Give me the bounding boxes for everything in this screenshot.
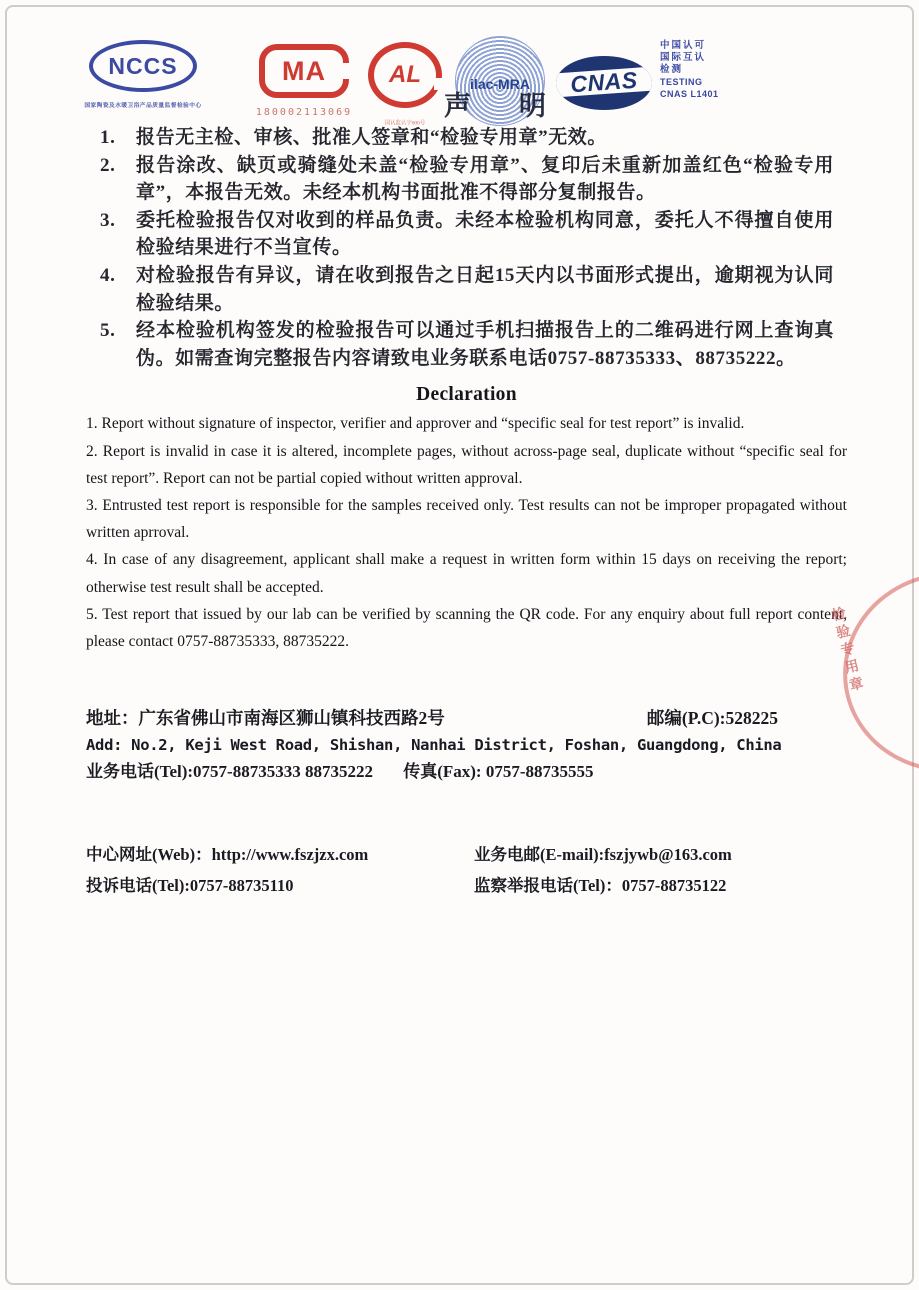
nccs-logo [68, 40, 218, 109]
ilac-mra-text: ilac-MRA [470, 75, 530, 92]
business-tel: 业务电话(Tel):0757-88735333 88735222 [86, 762, 373, 782]
item-text: 报告无主检、审核、批准人签章和“检验专用章”无效。 [136, 127, 608, 148]
cn-declaration-item [100, 152, 834, 207]
declaration-title-en: Declaration [416, 384, 517, 406]
declaration-title-cn: 声明 [444, 91, 594, 121]
en-declaration-item: 1. Report without signature of inspector, verifier and approver and “specific seal for test report” is invalid. [86, 415, 745, 433]
item-number: 2. [100, 154, 116, 176]
web-contact-block [86, 839, 919, 901]
complaint-tel: 投诉电话(Tel):0757-88735110 [86, 876, 294, 896]
web-contact-grid [86, 839, 919, 901]
business-email: 业务电邮(E-mail):fszjywb@163.com [474, 845, 732, 865]
item-number: 1. [100, 127, 116, 148]
cal-logo [360, 42, 450, 127]
website-url: 中心网址(Web)：http://www.fszjzx.com [86, 845, 369, 865]
cn-declaration-item [100, 262, 834, 317]
postal-code: 邮编(P.C):528225 [646, 708, 778, 729]
cnas-side-line: 中国认可 [660, 41, 707, 51]
item-number: 5. [100, 320, 116, 342]
cma-logo [254, 44, 354, 118]
cma-logo-icon [259, 44, 349, 98]
fax-number: 传真(Fax): 0757-88735555 [403, 762, 594, 782]
item-number: 3. [100, 209, 116, 231]
cnas-side-line: CNAS L1401 [660, 89, 719, 99]
cnas-side-line: TESTING [660, 77, 703, 87]
declaration-section-en [86, 384, 847, 655]
cnas-accreditation-text [660, 40, 750, 100]
red-seal-text: 检验专用章 [828, 605, 865, 697]
en-declaration-item: 3. Entrusted test report is responsible for the samples received only. Test results can not be improper propagated without written aprroval. [86, 496, 847, 542]
cn-declaration-item [100, 317, 834, 372]
nccs-caption: 国家陶瓷及水暖卫浴产品质量监督检验中心 [84, 103, 202, 109]
item-text: 对检验报告有异议，请在收到报告之日起15天内以书面形式提出，逾期视为认同检验结果。 [136, 264, 834, 314]
cnas-logo-text: CNAS [569, 66, 639, 97]
cnas-side-line: 国际互认 [660, 53, 707, 63]
cal-logo-icon [368, 42, 442, 108]
cma-license-number: 180002113069 [255, 107, 353, 118]
item-text: 委托检验报告仅对收到的样品负责。未经本检验机构同意，委托人不得擅自使用检验结果进行不当宣传。 [136, 209, 834, 259]
contact-block [86, 705, 859, 785]
item-text: 报告涂改、缺页或骑缝处未盖“检验专用章”、复印后未重新加盖红色“检验专用章”，本报告无效。未经本机构书面批准不得部分复制报告。 [136, 154, 834, 204]
certification-logos [0, 0, 919, 127]
address-row [86, 705, 778, 732]
supervision-tel: 监察举报电话(Tel)：0757-88735122 [474, 876, 727, 896]
phone-row [86, 758, 859, 785]
en-declaration-item: 5. Test report that issued by our lab can be verified by scanning the QR code. For any enquiry about full report content, please contact 0757-88735333, 88735222. [86, 605, 847, 650]
item-text: 经本检验机构签发的检验报告可以通过手机扫描报告上的二维码进行网上查询真伪。如需查询完整报告内容请致电业务联系电话0757-88735333、88735222。 [136, 320, 834, 369]
address-en: Add: No.2, Keji West Road, Shishan, Nanhai District, Foshan, Guangdong, China [86, 736, 782, 755]
cal-caption: 国认监认字000号 [384, 121, 426, 127]
en-declaration-item: 2. Report is invalid in case it is altered, incomplete pages, without across-page seal, duplicate without “specific seal for test report”. Report can not be partial copied without written approval. [86, 442, 847, 487]
declaration-list-cn [100, 124, 834, 372]
item-number: 4. [100, 264, 116, 286]
cn-declaration-item [100, 207, 834, 262]
nccs-logo-text: NCCS [108, 52, 178, 79]
cma-logo-text: MA [282, 55, 326, 86]
cn-declaration-item [100, 124, 834, 152]
nccs-logo-icon [89, 40, 197, 92]
cal-logo-text: AL [389, 61, 421, 88]
address-cn: 地址：广东省佛山市南海区狮山镇科技西路2号 [86, 708, 445, 729]
cnas-side-line: 检测 [660, 65, 684, 75]
en-declaration-item: 4. In case of any disagreement, applicant shall make a request in written form within 15 days on receiving the report; otherwise test result shall be accepted. [86, 551, 847, 596]
